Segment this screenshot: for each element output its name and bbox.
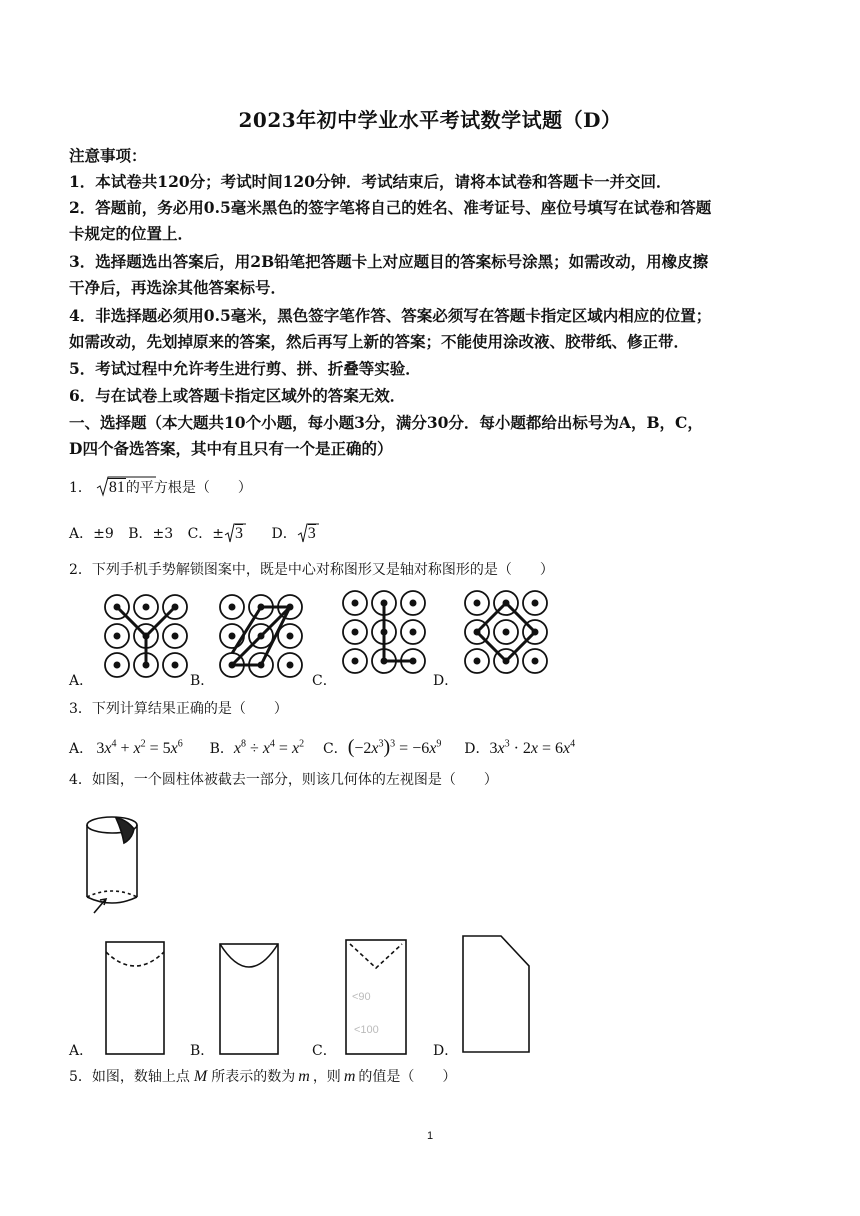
expression-c: $(-2x^3)^3 = -6x^9$ (347, 736, 442, 758)
option-label-d: D． (433, 1043, 459, 1059)
view-b-figure (215, 942, 285, 1057)
question-5: 5．如图，数轴上点 M 所表示的数为 m ，则 m 的值是（ ） (69, 1068, 457, 1085)
section-heading: D四个备选答案，其中有且只有一个是正确的） (69, 439, 393, 458)
lock-pattern-a-figure (100, 590, 192, 682)
radical-sign-icon (96, 476, 110, 498)
view-a-figure (100, 938, 170, 1058)
sqrt-expression: 3 (224, 525, 243, 543)
page-number: 1 (426, 1130, 434, 1142)
view-d-figure (457, 932, 537, 1057)
notice-item: 如需改动，先划掉原来的答案，然后再写上新的答案；不能使用涂改液、胶带纸、修正带． (69, 332, 690, 351)
option-b: B．±3 (128, 526, 174, 542)
expression-a: $3x^4 + x^2 = 5x^6$ (93, 738, 183, 757)
option-a: A． (69, 741, 94, 757)
expression-b: $x^8 \div x^4 = x^2$ (233, 738, 305, 757)
notice-item: 1．本试卷共120分；考试时间120分钟．考试结束后，请将本试卷和答题卡一并交回． (69, 172, 672, 191)
option-label-d: D． (433, 673, 459, 689)
notice-item: 5．考试过程中允许考生进行剪、拼、折叠等实验． (69, 359, 421, 378)
notice-item: 2．答题前，务必用0.5毫米黑色的签字笔将自己的姓名、准考证号、座位号填写在试卷和答题 (69, 198, 712, 217)
cut-cylinder-figure (78, 805, 148, 920)
lock-pattern-c-figure (338, 586, 430, 678)
option-d: D． (271, 526, 297, 542)
notice-item: 卡规定的位置上． (69, 224, 194, 243)
question-1: 1． 81的平方根是（ ） (69, 478, 252, 498)
page-title: 2023年初中学业水平考试数学试题（D） (238, 108, 622, 132)
notice-item: 干净后，再选涂其他答案标号． (69, 278, 287, 297)
expression-d: $3x^3 \cdot 2x = 6x^4$ (489, 738, 576, 757)
answer-options (69, 523, 316, 543)
option-c: C．± (187, 526, 225, 542)
option-b: B． (209, 741, 234, 757)
svg-text:<100: <100 (354, 1024, 379, 1036)
answer-options (69, 736, 575, 759)
notice-item: 6．与在试卷上或答题卡指定区域外的答案无效． (69, 386, 406, 405)
notice-item: 3．选择题选出答案后，用2B铅笔把答题卡上对应题目的答案标号涂黑；如需改动，用橡皮擦 (69, 252, 709, 271)
question-4: 4．如图，一个圆柱体被截去一部分，则该几何体的左视图是（ ） (69, 772, 498, 788)
option-label-a: A． (69, 1043, 94, 1059)
svg-text:<90: <90 (352, 991, 371, 1003)
radical-sign-icon (297, 523, 309, 545)
option-c: C． (322, 741, 348, 757)
option-label-a: A． (69, 673, 94, 689)
lock-pattern-d-figure (460, 586, 552, 678)
notice-item: 4．非选择题必须用0.5毫米，黑色签字笔作答、答案必须写在答题卡指定区域内相应的位置； (69, 306, 712, 325)
option-d: D． (464, 741, 490, 757)
option-label-b: B． (190, 673, 215, 689)
option-label-c: C． (312, 1043, 337, 1059)
view-c-figure (340, 938, 412, 1058)
lock-pattern-b-figure (215, 590, 307, 682)
option-label-c: C． (312, 673, 337, 689)
question-2: 2．下列手机手势解锁图案中，既是中心对称图形又是轴对称图形的是（ ） (69, 562, 554, 578)
notice-heading: 注意事项： (69, 146, 147, 165)
option-label-b: B． (190, 1043, 215, 1059)
section-heading: 一、选择题（本大题共10个小题，每小题3分，满分30分．每小题都给出标号为A，B，C， (69, 413, 703, 432)
sqrt-expression: 3 (297, 525, 316, 543)
radical-sign-icon (224, 523, 236, 545)
option-a: A．±9 (69, 526, 114, 542)
question-number: 1． (69, 480, 92, 496)
question-3: 3．下列计算结果正确的是（ ） (69, 701, 288, 717)
sqrt-expression: 81 (96, 478, 126, 498)
